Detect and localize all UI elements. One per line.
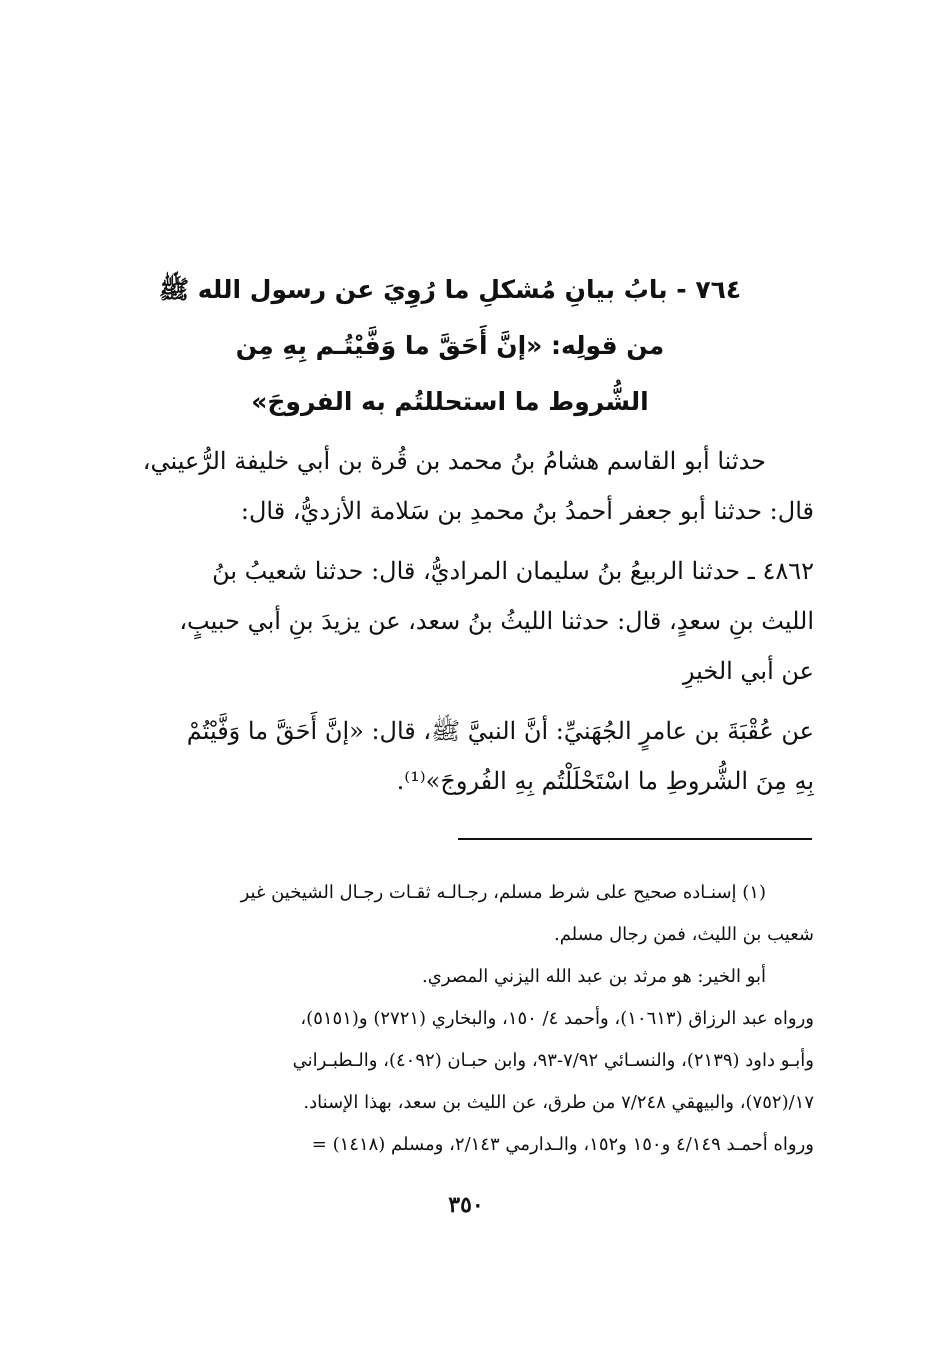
hadith-paragraph: [106, 546, 814, 696]
footnote-line: وأبـو داود (٢١٣٩)، والنسـائي ٧/٩٢-٩٣، وابن حبـان (٤٠٩٢)، والـطبـراني: [292, 1050, 814, 1071]
footnotes: [108, 872, 814, 1166]
heading-line-3: الشُّروط ما استحللتُم به الفروجَ»: [251, 387, 649, 416]
isnad-line-2: قال: حدثنا أبو جعفر أحمدُ بنُ محمدِ بن سَلامة الأزديُّ، قال:: [240, 497, 814, 525]
isnad-paragraph: [106, 436, 814, 536]
isnad-line-1: حدثنا أبو القاسم هشامُ بنُ محمد بن قُرة بن أبي خليفة الرُّعيني،: [142, 447, 766, 475]
footnote-line: ١٧/(٧٥٢)، والبيهقي ٧/٢٤٨ من طرق، عن الليث بن سعد، بهذا الإسناد.: [303, 1092, 814, 1113]
heading-line-1: ٧٦٤ - بابُ بيانِ مُشكلِ ما رُوِيَ عن رسول الله ﷺ: [158, 275, 742, 304]
footnote-line: ورواه عبد الرزاق (١٠٦١٣)، وأحمد ٤/ ١٥٠، والبخاري (٢٧٢١) و(٥١٥١)،: [300, 1008, 814, 1029]
hadith-line-5: بِهِ مِنَ الشُّروطِ ما اسْتَحْلَلْتُم بِهِ الفُروجَ»⁽¹⁾.: [396, 767, 814, 795]
page-number: ٣٥٠: [448, 1192, 484, 1218]
heading-line-2: من قولِه: «إنَّ أَحَقَّ ما وَفَّيْتُـم بِهِ مِن: [235, 331, 665, 360]
hadith-text-paragraph: [106, 706, 814, 806]
hadith-line-2: الليث بنِ سعدٍ، قال: حدثنا الليثُ بنُ سعد، عن يزيدَ بنِ أبي حبيبٍ،: [179, 607, 814, 635]
hadith-line-4: عن عُقْبَةَ بن عامرٍ الجُهَنيِّ: أنَّ النبيَّ ﷺ، قال: «إنَّ أَحَقَّ ما وَفَّيْتُمْ: [186, 717, 814, 745]
chapter-heading: [140, 262, 760, 430]
footnote-line: شعيب بن الليث، فمن رجال مسلم.: [553, 924, 814, 945]
hadith-line-3: عن أبي الخيرِ: [682, 657, 814, 685]
footnote-line: (١) إسنـاده صحيح على شرط مسلم، رجـالـه ثقـات رجـال الشيخين غير: [240, 882, 766, 903]
footnote-line: أبو الخير: هو مرثد بن عبد الله اليزني المصري.: [422, 966, 766, 987]
hadith-line-1: ٤٨٦٢ ـ حدثنا الربيعُ بنُ سليمان المراديُّ، قال: حدثنا شعيبُ بنُ: [212, 557, 814, 585]
footnote-line: ورواه أحمـد ٤/١٤٩ و١٥٠ و١٥٢، والـدارمي ٢/١٤٣، ومسلم (١٤١٨) =: [311, 1134, 814, 1155]
footnote-separator: [458, 838, 812, 840]
